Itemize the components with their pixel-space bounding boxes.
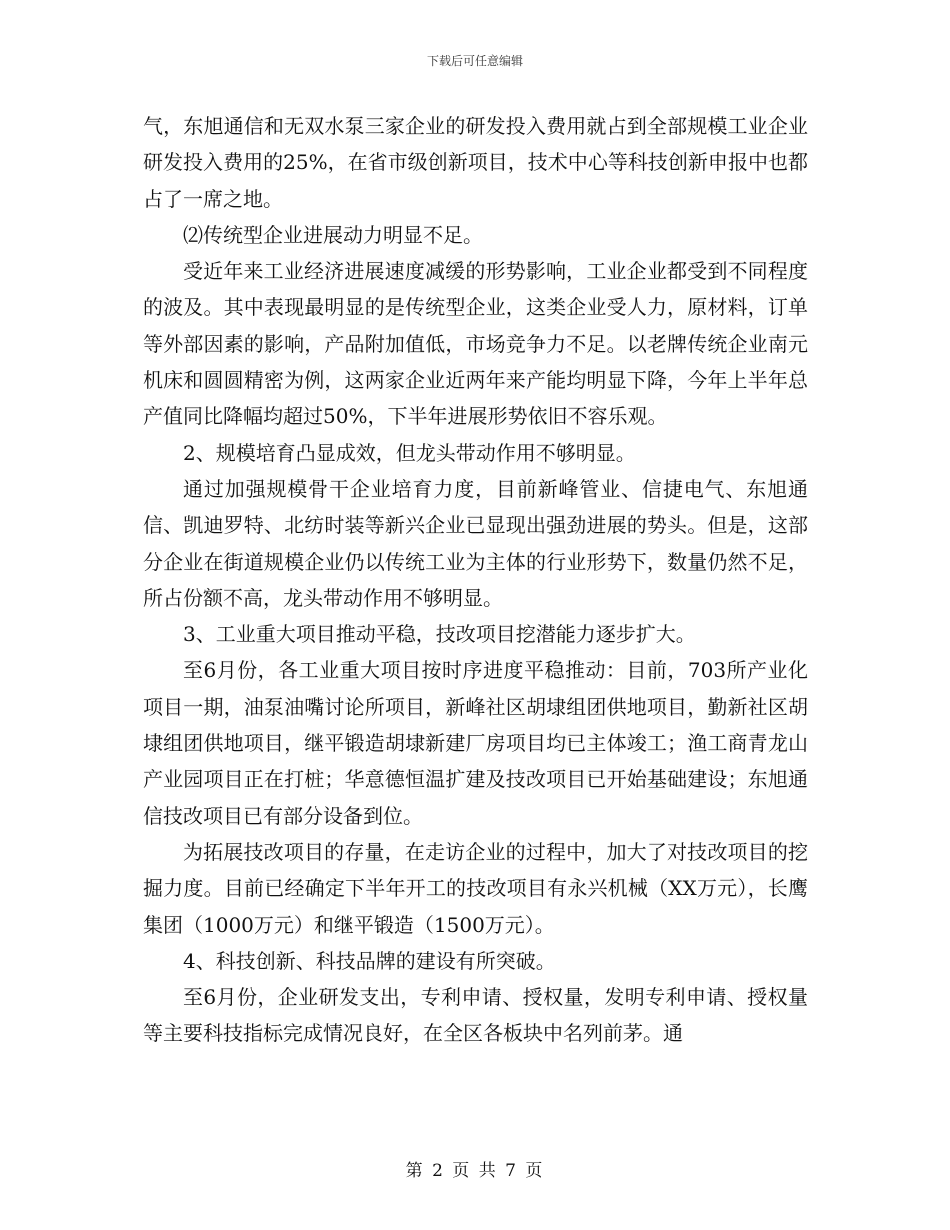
paragraph-1: 气，东旭通信和无双水泵三家企业的研发投入费用就占到全部规模工业企业研发投入费用的25%，在省市级创新项目，技术中心等科技创新申报中也都占了一席之地。 [143, 114, 808, 211]
paragraph-8: 为拓展技改项目的存量，在走访企业的过程中，加大了对技改项目的挖掘力度。目前已经确定下半年开工的技改项目有永兴机械（XX万元），长鹰集团（1000万元）和继平锻造（1500万元）。 [143, 839, 808, 937]
paragraph-9: 4、科技创新、科技品牌的建设有所突破。 [183, 948, 556, 973]
paragraph-10: 至6月份，企业研发支出，专利申请、授权量，发明专利申请、授权量等主要科技指标完成情况良好，在全区各板块中名列前茅。通 [143, 985, 808, 1046]
paragraph-2: ⑵传统型企业进展动力明显不足。 [183, 222, 483, 247]
paragraph-6: 3、工业重大项目推动平稳，技改项目挖潜能力逐步扩大。 [183, 622, 696, 647]
paragraph-3: 受近年来工业经济进展速度减缓的形势影响，工业企业都受到不同程度的波及。其中表现最明显的是传统型企业，这类企业受人力，原材料，订单等外部因素的影响，产品附加值低，市场竞争力不足。以老牌传统企业南元机床和圆圆精密为例，这两家企业近两年来产能均明显下降，今年上半年总产值同比降幅均超过50%，下半年进展形势依旧不容乐观。 [143, 259, 808, 429]
paragraph-4: 2、规模培育凸显成效，但龙头带动作用不够明显。 [183, 440, 636, 465]
paragraph-7: 至6月份，各工业重大项目按时序进度平稳推动：目前，703所产业化项目一期，油泵油嘴讨论所项目，新峰社区胡埭组团供地项目，勤新社区胡埭组团供地项目，继平锻造胡埭新建厂房项目均已主体竣工；渔工商青龙山产业园项目正在打桩；华意德恒温扩建及技改项目已开始基础建设；东旭通信技改项目已有部分设备到位。 [143, 658, 808, 828]
document-body [143, 108, 808, 1052]
page-footer: 第 2 页 共 7 页 [405, 1161, 545, 1181]
page-header: 下载后可任意编辑 [426, 54, 523, 68]
paragraph-5: 通过加强规模骨干企业培育力度，目前新峰管业、信捷电气、东旭通信、凯迪罗特、北纺时装等新兴企业已显现出强劲进展的势头。但是，这部分企业在街道规模企业仍以传统工业为主体的行业形势下，数量仍然不足，所占份额不高，龙头带动作用不够明显。 [143, 476, 808, 610]
